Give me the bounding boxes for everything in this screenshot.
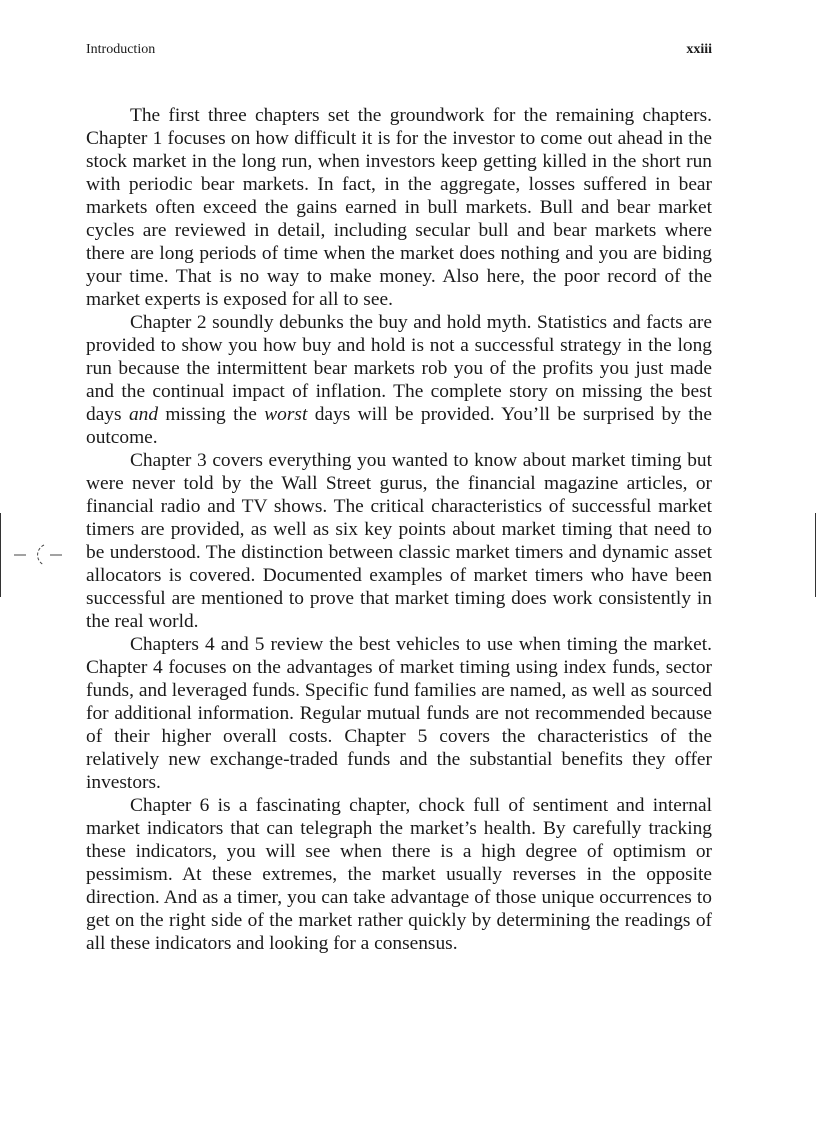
registration-mark-icon [14, 541, 64, 569]
body-paragraph [86, 794, 712, 955]
paragraph-text: days will be provided. You’ll be surprised by the outcome. [86, 404, 712, 448]
paragraph-text: The first three chapters set the groundwork for the remaining chapters. Chapter 1 focuses on how difficult it is for the investor to come out ahead in the stock market in the long run, when investors keep getting killed in the short run with periodic bear markets. In fact, in the aggregate, losses suffered in bear markets often exceed the gains earned in bull markets. Bull and bear market cycles are reviewed in detail, including secular bull and bear markets where there are long periods of time when the market does nothing and you are biding your time. That is no way to make money. Also here, the poor record of the market experts is exposed for all to see. [86, 105, 712, 310]
paragraph-text: Chapters 4 and 5 review the best vehicles to use when timing the market. Chapter 4 focuses on the advantages of market timing using index funds, sector funds, and leveraged funds. Specific fund families are named, as well as sourced for additional information. Regular mutual funds are not recommended because of their higher overall costs. Chapter 5 covers the characteristics of the relatively new exchange-traded funds and the substantial benefits they offer investors. [86, 634, 712, 793]
body-paragraph [86, 449, 712, 633]
running-head-title: Introduction [86, 42, 156, 57]
paragraph-text: Chapter 6 is a fascinating chapter, chock full of sentiment and internal market indicators that can telegraph the market’s health. By carefully tracking these indicators, you will see when there is a high degree of optimism or pessimism. At these extremes, the market usually reverses in the opposite direction. And as a timer, you can take advantage of those unique occurrences to get on the right side of the market rather quickly by determining the readings of all these indicators and looking for a consensus. [86, 795, 712, 954]
body-paragraph [86, 633, 712, 794]
paragraph-text: Chapter 2 soundly debunks the buy and hold myth. Statistics and facts are provided to show you how buy and hold is not a successful strategy in the long run because the intermittent bear markets rob you of the profits you just made and the continual impact of inflation. The complete story on missing the best days [86, 312, 712, 425]
body-paragraph [86, 311, 712, 449]
left-margin-rule [0, 513, 1, 597]
emphasis-text: worst [264, 404, 308, 425]
body-text [86, 104, 712, 955]
page-number: xxiii [686, 42, 712, 57]
paragraph-text: missing the [158, 404, 265, 425]
paragraph-text: Chapter 3 covers everything you wanted to know about market timing but were never told by the Wall Street gurus, the financial magazine articles, or financial radio and TV shows. The critical characteristics of successful market timers are provided, as well as six key points about market timing that need to be understood. The distinction between classic market timers and dynamic asset allocators is covered. Documented examples of market timers who have been successful are mentioned to prove that market timing does work consistently in the real world. [86, 450, 712, 632]
body-paragraph [86, 104, 712, 311]
emphasis-text: and [128, 404, 159, 425]
running-head [86, 42, 712, 62]
